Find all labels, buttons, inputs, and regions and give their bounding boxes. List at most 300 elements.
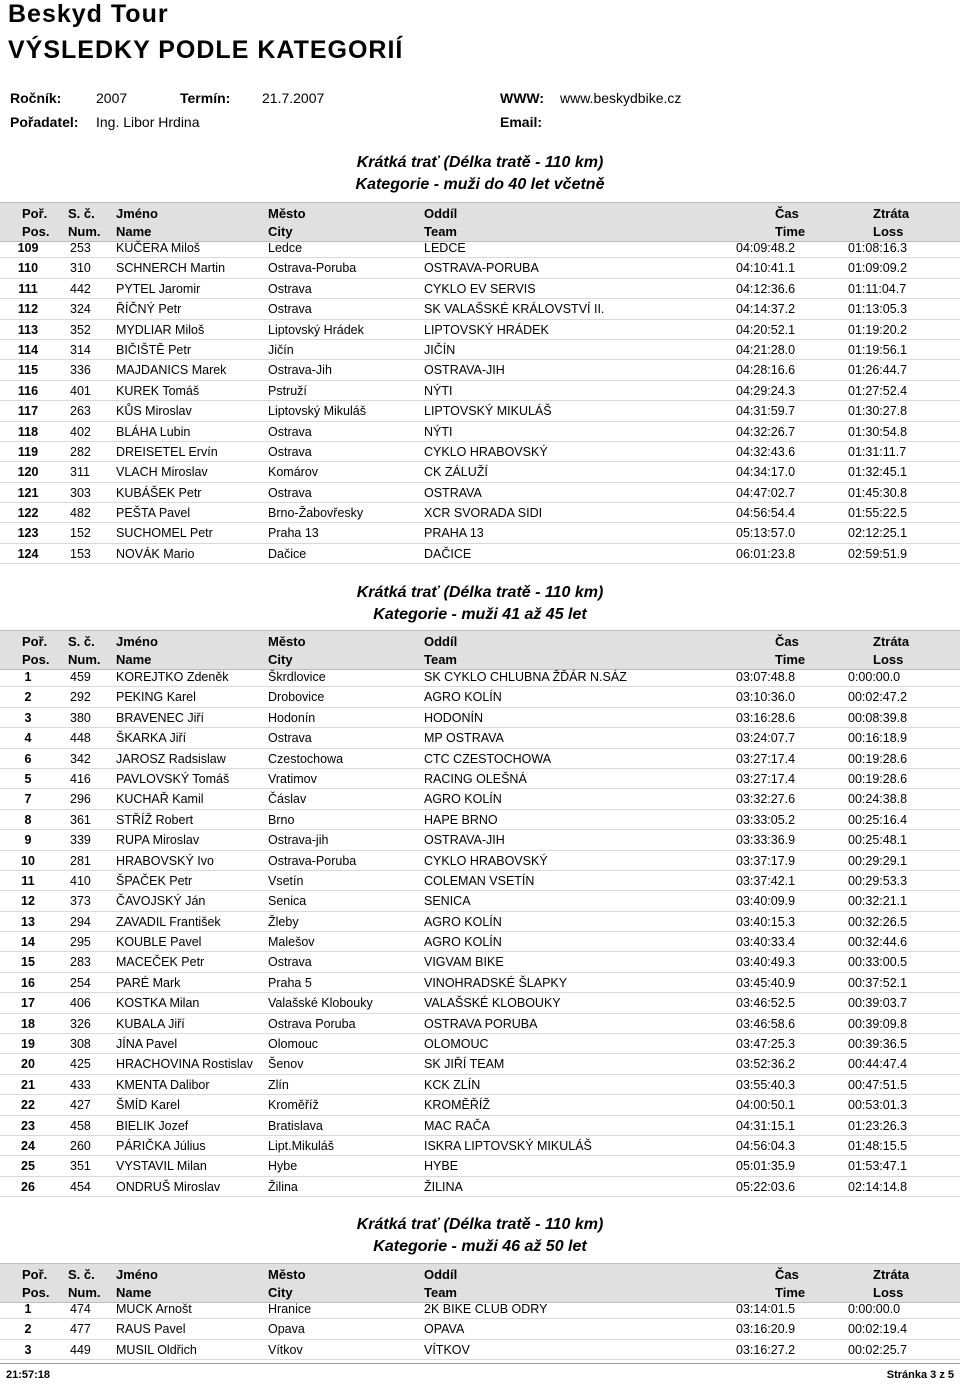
finish-time: 03:46:58.6: [736, 1016, 796, 1031]
header-city-en: City: [268, 1285, 293, 1300]
position: 16: [21, 975, 35, 990]
rider-team: VIGVAM BIKE: [424, 955, 504, 970]
time-loss: 01:55:22.5: [848, 506, 908, 521]
table-header: [0, 630, 960, 670]
start-number: 254: [70, 975, 91, 990]
finish-time: 03:52:36.2: [736, 1057, 796, 1072]
start-number: 373: [70, 894, 91, 909]
header-pos-cz: Poř.: [22, 206, 48, 221]
table-row: [0, 503, 960, 523]
finish-time: 04:09:48.2: [736, 241, 796, 255]
rider-team: KROMĚŘÍŽ: [424, 1098, 490, 1113]
time-loss: 00:19:28.6: [848, 771, 908, 786]
table-row: [0, 523, 960, 543]
rider-city: Pstruží: [268, 383, 307, 398]
rider-team: DAČICE: [424, 546, 472, 561]
table-row: [0, 687, 960, 707]
position: 20: [21, 1057, 35, 1072]
rider-name: PARÉ Mark: [116, 975, 181, 990]
results-table: [0, 1299, 960, 1360]
position: 13: [21, 914, 35, 929]
rider-team: AGRO KOLÍN: [424, 914, 502, 929]
rider-team: OPAVA: [424, 1322, 465, 1337]
table-row: [0, 891, 960, 911]
table-row: [0, 708, 960, 728]
rider-city: Hodonín: [268, 710, 316, 725]
position: 3: [24, 1342, 32, 1357]
time-loss: 01:31:11.7: [848, 444, 907, 459]
time-loss: 02:12:25.1: [848, 526, 908, 541]
time-loss: 01:30:54.8: [848, 424, 908, 439]
rider-team: SK CYKLO CHLUBNA ŽĎÁR N.SÁZ: [424, 670, 627, 684]
time-loss: 00:32:26.5: [848, 914, 908, 929]
table-row: [0, 442, 960, 462]
finish-time: 03:10:36.0: [736, 690, 796, 705]
rider-city: Liptovský Mikuláš: [268, 404, 366, 419]
rider-team: PRAHA 13: [424, 526, 484, 541]
rider-team: RACING OLEŠNÁ: [424, 771, 527, 786]
position: 4: [24, 731, 32, 746]
finish-time: 04:14:37.2: [736, 302, 796, 317]
table-row: [0, 381, 960, 401]
finish-time: 03:55:40.3: [736, 1077, 796, 1092]
finish-time: 04:31:59.7: [736, 404, 796, 419]
rider-team: SK VALAŠSKÉ KRÁLOVSTVÍ II.: [424, 302, 605, 317]
print-time: 21:57:18: [6, 1369, 51, 1381]
time-loss: 0:00:00.0: [848, 670, 901, 684]
table-row: [0, 1054, 960, 1074]
rider-city: Ostrava-Poruba: [268, 853, 357, 868]
rider-team: HAPE BRNO: [424, 812, 498, 827]
table-row: [0, 401, 960, 421]
table-row: [0, 1299, 960, 1319]
start-number: 308: [70, 1037, 91, 1052]
start-number: 310: [70, 261, 91, 276]
rider-name: BRAVENEC Jiří: [116, 710, 204, 725]
start-number: 281: [70, 853, 91, 868]
rider-team: HYBE: [424, 1159, 459, 1174]
rider-name: MYDLIAR Miloš: [116, 322, 205, 337]
table-row: [0, 360, 960, 380]
rider-city: Ostrava: [268, 281, 312, 296]
termin-label: Termín:: [180, 90, 231, 106]
time-loss: 00:16:18.9: [848, 731, 908, 746]
header-num-en: Num.: [68, 224, 101, 239]
track-title: Krátká trať (Délka tratě - 110 km): [356, 154, 604, 171]
position: 110: [17, 261, 39, 276]
header-loss-cz: Ztráta: [873, 206, 910, 221]
rider-team: LIPTOVSKÝ MIKULÁŠ: [424, 404, 552, 419]
category-title: Kategorie - muži do 40 let včetně: [355, 176, 605, 193]
table-row: [0, 810, 960, 830]
rider-name: PÁRIČKA Július: [116, 1138, 206, 1153]
finish-time: 03:47:25.3: [736, 1037, 796, 1052]
time-loss: 00:29:53.3: [848, 873, 908, 888]
start-number: 454: [70, 1179, 91, 1194]
table-row: [0, 544, 960, 564]
time-loss: 00:19:28.6: [848, 751, 908, 766]
rider-city: Ostrava: [268, 424, 312, 439]
start-number: 433: [70, 1077, 91, 1092]
www-label: WWW:: [500, 90, 545, 106]
rider-name: ŠKARKA Jiří: [116, 731, 187, 746]
rider-name: STŘÍŽ Robert: [116, 812, 194, 827]
table-header: [0, 1263, 960, 1303]
position: 15: [21, 955, 35, 970]
rider-name: RUPA Miroslav: [116, 833, 200, 848]
header-name-en: Name: [116, 652, 152, 667]
table-row: [0, 667, 960, 687]
finish-time: 04:32:26.7: [736, 424, 796, 439]
start-number: 283: [70, 955, 91, 970]
table-row: [0, 993, 960, 1013]
table-row: [0, 1075, 960, 1095]
rider-name: ŠPAČEK Petr: [116, 873, 193, 888]
rider-name: BLÁHA Lubin: [116, 424, 191, 439]
header-city-en: City: [268, 652, 293, 667]
rider-city: Brno: [268, 812, 295, 827]
start-number: 401: [70, 383, 91, 398]
header-time-cz: Čas: [775, 206, 799, 221]
rider-city: Škrdlovice: [268, 670, 326, 684]
finish-time: 03:45:40.9: [736, 975, 796, 990]
rider-name: PAVLOVSKÝ Tomáš: [116, 771, 230, 786]
start-number: 477: [70, 1322, 91, 1337]
rider-name: BIČIŠTĚ Petr: [116, 342, 192, 357]
time-loss: 00:25:16.4: [848, 812, 908, 827]
rider-city: Bratislava: [268, 1118, 323, 1133]
rider-name: ZAVADIL František: [116, 914, 221, 929]
rider-city: Olomouc: [268, 1037, 319, 1052]
header-name-cz: Jméno: [116, 1267, 158, 1282]
header-time-en: Time: [775, 224, 806, 239]
rider-name: SUCHOMEL Petr: [116, 526, 213, 541]
header-pos-en: Pos.: [22, 1285, 50, 1300]
header-team-cz: Oddíl: [424, 206, 458, 221]
finish-time: 04:10:41.1: [736, 261, 796, 276]
finish-time: 04:31:15.1: [736, 1118, 796, 1133]
rider-team: OSTRAVA PORUBA: [424, 1016, 538, 1031]
rider-name: PEŠTA Pavel: [116, 506, 191, 521]
start-number: 474: [70, 1302, 91, 1316]
rider-team: AGRO KOLÍN: [424, 935, 502, 950]
position: 2: [24, 1322, 32, 1337]
rider-city: Žleby: [268, 914, 299, 929]
table-row: [0, 238, 960, 258]
position: 118: [17, 424, 39, 439]
finish-time: 03:07:48.8: [736, 670, 796, 684]
rider-team: 2K BIKE CLUB ODRY: [424, 1302, 548, 1316]
rider-city: Vratimov: [268, 771, 317, 786]
time-loss: 00:39:09.8: [848, 1016, 908, 1031]
finish-time: 05:13:57.0: [736, 526, 796, 541]
start-number: 427: [70, 1098, 91, 1113]
position: 9: [24, 833, 32, 848]
rider-city: Drobovice: [268, 690, 325, 705]
rider-name: BIELIK Jozef: [116, 1118, 189, 1133]
start-number: 292: [70, 690, 91, 705]
header-name-en: Name: [116, 224, 152, 239]
rider-team: VINOHRADSKÉ ŠLAPKY: [424, 975, 568, 990]
start-number: 324: [70, 302, 91, 317]
start-number: 253: [70, 241, 91, 255]
rider-name: KŮS Miroslav: [116, 404, 192, 419]
time-loss: 02:14:14.8: [848, 1179, 908, 1194]
start-number: 442: [70, 281, 91, 296]
rider-team: ŽILINA: [424, 1179, 463, 1194]
position: 24: [21, 1138, 35, 1153]
time-loss: 01:08:16.3: [848, 241, 908, 255]
rider-name: NOVÁK Mario: [116, 546, 195, 561]
start-number: 402: [70, 424, 91, 439]
position: 117: [17, 404, 39, 419]
rider-name: VYSTAVIL Milan: [116, 1159, 207, 1174]
table-row: [0, 1014, 960, 1034]
header-time-en: Time: [775, 652, 806, 667]
header-pos-cz: Poř.: [22, 1267, 48, 1282]
rider-team: COLEMAN VSETÍN: [424, 873, 535, 888]
time-loss: 01:27:52.4: [848, 383, 908, 398]
position: 19: [21, 1037, 35, 1052]
rider-city: Senica: [268, 894, 307, 909]
rider-name: JAROSZ Radsislaw: [116, 751, 226, 766]
finish-time: 04:20:52.1: [736, 322, 796, 337]
rider-name: KUREK Tomáš: [116, 383, 200, 398]
start-number: 458: [70, 1118, 91, 1133]
position: 116: [17, 383, 39, 398]
time-loss: 01:19:20.2: [848, 322, 908, 337]
header-loss-cz: Ztráta: [873, 1267, 910, 1282]
finish-time: 03:24:07.7: [736, 731, 796, 746]
www-link[interactable]: www.beskydbike.cz: [560, 90, 682, 106]
rider-name: VLACH Miroslav: [116, 465, 208, 480]
rider-team: AGRO KOLÍN: [424, 792, 502, 807]
time-loss: 00:02:19.4: [848, 1322, 908, 1337]
start-number: 282: [70, 444, 91, 459]
table-row: [0, 973, 960, 993]
start-number: 303: [70, 485, 91, 500]
termin-value: 21.7.2007: [262, 90, 325, 106]
rider-city: Lipt.Mikuláš: [268, 1138, 334, 1153]
table-row: [0, 299, 960, 319]
start-number: 342: [70, 751, 91, 766]
rider-name: ŠMÍD Karel: [116, 1098, 180, 1113]
finish-time: 03:27:17.4: [736, 751, 796, 766]
time-loss: 01:11:04.7: [848, 281, 907, 296]
rider-name: KUČERA Miloš: [116, 241, 201, 255]
finish-time: 03:16:27.2: [736, 1342, 796, 1357]
time-loss: 01:19:56.1: [848, 342, 908, 357]
header-team-cz: Oddíl: [424, 634, 458, 649]
header-pos-en: Pos.: [22, 652, 50, 667]
table-row: [0, 912, 960, 932]
time-loss: 01:45:30.8: [848, 485, 908, 500]
start-number: 311: [70, 465, 90, 480]
time-loss: 00:25:48.1: [848, 833, 908, 848]
rider-team: OSTRAVA-JIH: [424, 363, 505, 378]
finish-time: 04:12:36.6: [736, 281, 796, 296]
header-city-cz: Město: [268, 206, 306, 221]
start-number: 459: [70, 670, 91, 684]
table-row: [0, 789, 960, 809]
finish-time: 03:40:33.4: [736, 935, 796, 950]
rider-name: DREISETEL Ervín: [116, 444, 218, 459]
position: 114: [17, 342, 39, 357]
finish-time: 03:40:15.3: [736, 914, 796, 929]
poradatel-value: Ing. Libor Hrdina: [96, 114, 200, 130]
header-city-en: City: [268, 224, 293, 239]
rider-team: VALAŠSKÉ KLOBOUKY: [424, 996, 561, 1011]
rider-team: CYKLO HRABOVSKÝ: [424, 853, 548, 868]
rider-team: OSTRAVA-JIH: [424, 833, 505, 848]
start-number: 352: [70, 322, 91, 337]
header-name-en: Name: [116, 1285, 152, 1300]
header-num-en: Num.: [68, 1285, 101, 1300]
table-row: [0, 871, 960, 891]
rider-city: Ostrava: [268, 444, 312, 459]
time-loss: 00:53:01.3: [848, 1098, 908, 1113]
position: 17: [21, 996, 35, 1011]
table-row: [0, 728, 960, 748]
time-loss: 02:59:51.9: [848, 546, 908, 561]
table-row: [0, 1177, 960, 1197]
finish-time: 04:34:17.0: [736, 465, 796, 480]
start-number: 449: [70, 1342, 91, 1357]
rider-name: HRACHOVINA Rostislav: [116, 1057, 253, 1072]
time-loss: 00:39:03.7: [848, 996, 908, 1011]
header-team-en: Team: [424, 1285, 457, 1300]
position: 5: [24, 771, 32, 786]
table-row: [0, 1136, 960, 1156]
table-row: [0, 1034, 960, 1054]
position: 119: [17, 444, 39, 459]
rider-city: Šenov: [268, 1057, 304, 1072]
time-loss: 01:09:09.2: [848, 261, 908, 276]
table-row: [0, 1340, 960, 1360]
table-row: [0, 320, 960, 340]
header-time-en: Time: [775, 1285, 806, 1300]
position: 14: [21, 935, 35, 950]
track-title: Krátká trať (Délka tratě - 110 km): [356, 1216, 604, 1233]
header-num-cz: S. č.: [68, 634, 95, 649]
start-number: 406: [70, 996, 91, 1011]
start-number: 326: [70, 1016, 91, 1031]
rider-name: KUBÁŠEK Petr: [116, 485, 202, 500]
position: 124: [17, 546, 39, 561]
rider-name: KOUBLE Pavel: [116, 935, 202, 950]
rider-name: MACEČEK Petr: [116, 955, 205, 970]
rider-team: KCK ZLÍN: [424, 1077, 481, 1092]
finish-time: 04:29:24.3: [736, 383, 796, 398]
start-number: 260: [70, 1138, 91, 1153]
finish-time: 03:33:05.2: [736, 812, 796, 827]
rider-city: Praha 13: [268, 526, 319, 541]
position: 1: [24, 1302, 32, 1316]
table-row: [0, 422, 960, 442]
finish-time: 03:46:52.5: [736, 996, 796, 1011]
results-table: [0, 238, 960, 564]
time-loss: 01:23:26.3: [848, 1118, 908, 1133]
header-num-cz: S. č.: [68, 1267, 95, 1282]
table-row: [0, 932, 960, 952]
rider-team: CYKLO HRABOVSKÝ: [424, 444, 548, 459]
start-number: 425: [70, 1057, 91, 1072]
position: 115: [17, 363, 39, 378]
start-number: 380: [70, 710, 91, 725]
rider-city: Ostrava Poruba: [268, 1016, 356, 1031]
header-loss-en: Loss: [873, 1285, 904, 1300]
start-number: 295: [70, 935, 91, 950]
start-number: 294: [70, 914, 91, 929]
finish-time: 06:01:23.8: [736, 546, 796, 561]
position: 3: [24, 710, 32, 725]
time-loss: 01:32:45.1: [848, 465, 908, 480]
footer-divider: [0, 1363, 960, 1364]
table-row: [0, 749, 960, 769]
rider-city: Ostrava: [268, 302, 312, 317]
position: 11: [21, 873, 35, 888]
time-loss: 00:47:51.5: [848, 1077, 908, 1092]
time-loss: 00:39:36.5: [848, 1037, 908, 1052]
rider-name: PYTEL Jaromir: [116, 281, 201, 296]
finish-time: 03:16:28.6: [736, 710, 796, 725]
rider-team: LIPTOVSKÝ HRÁDEK: [424, 322, 549, 337]
rider-team: CTC CZESTOCHOWA: [424, 751, 552, 766]
rider-city: Ledce: [268, 241, 303, 255]
page-number: Stránka 3 z 5: [886, 1369, 954, 1381]
start-number: 351: [70, 1159, 91, 1174]
position: 109: [17, 241, 39, 255]
start-number: 448: [70, 731, 91, 746]
position: 23: [21, 1118, 35, 1133]
rider-name: JÍNA Pavel: [116, 1037, 178, 1052]
rider-city: Ostrava: [268, 731, 312, 746]
time-loss: 00:08:39.8: [848, 710, 908, 725]
position: 112: [17, 302, 39, 317]
rider-name: SCHNERCH Martin: [116, 261, 226, 276]
finish-time: 03:37:42.1: [736, 873, 796, 888]
rider-city: Ostrava-jih: [268, 833, 329, 848]
poradatel-label: Pořadatel:: [10, 114, 79, 130]
position: 7: [24, 792, 32, 807]
finish-time: 04:47:02.7: [736, 485, 796, 500]
rider-team: NÝTI: [424, 383, 453, 398]
table-row: [0, 1156, 960, 1176]
rider-city: Vítkov: [268, 1342, 303, 1357]
rider-team: NÝTI: [424, 424, 453, 439]
position: 8: [24, 812, 32, 827]
rider-city: Opava: [268, 1322, 305, 1337]
rider-city: Ostrava-Poruba: [268, 261, 357, 276]
table-header: [0, 202, 960, 242]
time-loss: 01:48:15.5: [848, 1138, 908, 1153]
track-title: Krátká trať (Délka tratě - 110 km): [356, 584, 604, 601]
position: 26: [21, 1179, 35, 1194]
rider-city: Komárov: [268, 465, 319, 480]
rider-team: MP OSTRAVA: [424, 731, 504, 746]
start-number: 482: [70, 506, 91, 521]
rider-team: ISKRA LIPTOVSKÝ MIKULÁŠ: [424, 1138, 592, 1153]
rocnik-label: Ročník:: [10, 90, 62, 106]
start-number: 336: [70, 363, 91, 378]
rider-name: ČAVOJSKÝ Ján: [116, 894, 206, 909]
document-title: Beskyd Tour: [8, 0, 169, 28]
rider-name: PEKING Karel: [116, 690, 196, 705]
email-label: Email:: [500, 114, 543, 130]
time-loss: 00:37:52.1: [848, 975, 908, 990]
rider-name: KOREJTKO Zdeněk: [116, 670, 229, 684]
header-time-cz: Čas: [775, 634, 799, 649]
